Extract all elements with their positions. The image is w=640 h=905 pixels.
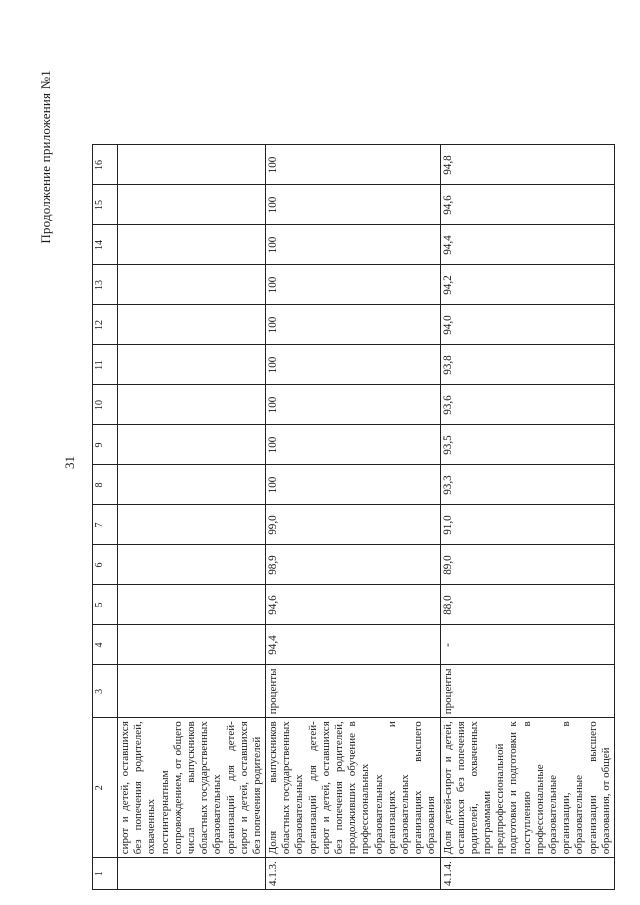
value-cell bbox=[118, 265, 266, 305]
value-cell bbox=[118, 585, 266, 625]
column-number: 11 bbox=[93, 345, 118, 385]
value-cell: 93,5 bbox=[440, 425, 614, 465]
column-number: 5 bbox=[93, 585, 118, 625]
indicators-table bbox=[92, 145, 615, 891]
value-cell bbox=[118, 225, 266, 265]
value-cell bbox=[118, 545, 266, 585]
value-cell: 99,0 bbox=[266, 505, 440, 545]
value-cell: 94,8 bbox=[440, 145, 614, 185]
value-cell bbox=[118, 385, 266, 425]
value-cell: 100 bbox=[266, 345, 440, 385]
value-cell bbox=[118, 185, 266, 225]
value-cell bbox=[118, 305, 266, 345]
value-cell: 94,0 bbox=[440, 305, 614, 345]
value-cell: 93,3 bbox=[440, 465, 614, 505]
value-cell: 100 bbox=[266, 385, 440, 425]
value-cell: 94,2 bbox=[440, 265, 614, 305]
column-number-row bbox=[93, 145, 118, 890]
indicator-unit: проценты bbox=[440, 665, 614, 718]
value-cell: 100 bbox=[266, 425, 440, 465]
value-cell: 98,9 bbox=[266, 545, 440, 585]
table-row bbox=[266, 145, 440, 890]
column-number: 12 bbox=[93, 305, 118, 345]
indicator-code bbox=[118, 858, 266, 890]
value-cell bbox=[118, 425, 266, 465]
value-cell bbox=[118, 145, 266, 185]
column-number: 1 bbox=[93, 858, 118, 890]
indicator-description: Доля выпускников областных государственных образовательных организаций для детей-сирот и детей, оставшихся без попечения родителей, продолживших обучение в профессиональных образовательных организациях и образовательных организациях высшего образования bbox=[266, 718, 440, 858]
table-row bbox=[440, 145, 614, 890]
continuation-note: Продолжение приложения №1 bbox=[38, 70, 53, 244]
column-number: 10 bbox=[93, 385, 118, 425]
indicator-unit: проценты bbox=[266, 665, 440, 718]
column-number: 14 bbox=[93, 225, 118, 265]
value-cell: 91,0 bbox=[440, 505, 614, 545]
indicator-code: 4.1.3. bbox=[266, 858, 440, 890]
value-cell: 100 bbox=[266, 265, 440, 305]
value-cell: - bbox=[440, 625, 614, 665]
value-cell: 93,6 bbox=[440, 385, 614, 425]
indicator-description: Доля детей-сирот и детей, оставшихся без попечения родителей, охваченных программами предпрофессиональной подготовки и подготовки к поступлению в профессиональные образовательные организации, в образовательные организации высшего образования, от общей bbox=[440, 718, 614, 858]
value-cell: 100 bbox=[266, 185, 440, 225]
column-number: 3 bbox=[93, 665, 118, 718]
column-number: 8 bbox=[93, 465, 118, 505]
column-number: 7 bbox=[93, 505, 118, 545]
value-cell: 100 bbox=[266, 305, 440, 345]
column-number: 16 bbox=[93, 145, 118, 185]
value-cell: 88,0 bbox=[440, 585, 614, 625]
column-number: 4 bbox=[93, 625, 118, 665]
value-cell bbox=[118, 345, 266, 385]
table-row bbox=[118, 145, 266, 890]
column-number: 13 bbox=[93, 265, 118, 305]
column-number: 6 bbox=[93, 545, 118, 585]
indicator-description: сирот и детей, оставшихся без попечения родителей, охваченных постинтернатным сопровождением, от общего числа выпускников областных государственных образовательных организаций для детей-сирот и детей, оставшихся без попечения родителей bbox=[118, 718, 266, 858]
column-number: 15 bbox=[93, 185, 118, 225]
value-cell: 94,4 bbox=[440, 225, 614, 265]
value-cell: 94,6 bbox=[440, 185, 614, 225]
indicator-code: 4.1.4. bbox=[440, 858, 614, 890]
page-number: 31 bbox=[62, 456, 77, 469]
column-number: 9 bbox=[93, 425, 118, 465]
value-cell bbox=[118, 625, 266, 665]
value-cell: 100 bbox=[266, 145, 440, 185]
value-cell bbox=[118, 465, 266, 505]
indicator-unit bbox=[118, 665, 266, 718]
value-cell: 94,4 bbox=[266, 625, 440, 665]
value-cell: 100 bbox=[266, 465, 440, 505]
value-cell bbox=[118, 505, 266, 545]
value-cell: 89,0 bbox=[440, 545, 614, 585]
value-cell: 94,6 bbox=[266, 585, 440, 625]
value-cell: 93,8 bbox=[440, 345, 614, 385]
column-number: 2 bbox=[93, 718, 118, 858]
value-cell: 100 bbox=[266, 225, 440, 265]
